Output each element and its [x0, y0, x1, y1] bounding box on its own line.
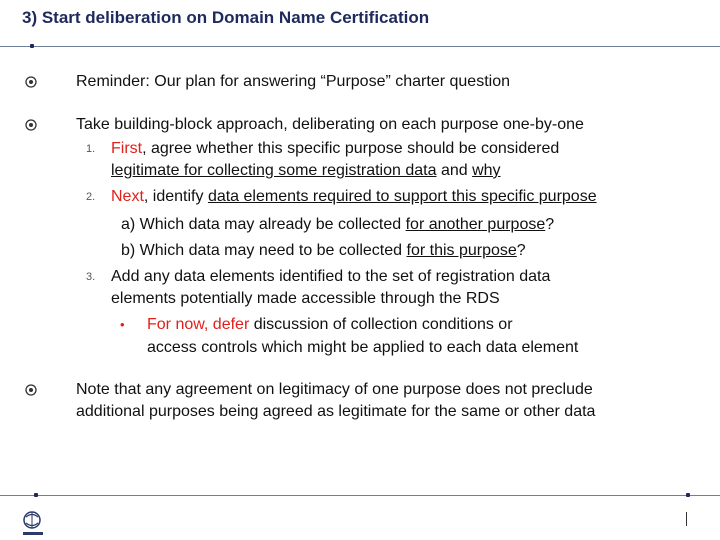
circle-dot-icon	[24, 75, 38, 89]
step-1-why: why	[472, 162, 501, 179]
step-number-1: 1.	[86, 143, 96, 155]
step-3-sub-line-2: access controls which might be applied to each data element	[147, 339, 579, 356]
sub-a-text: a) Which data may already be collected	[121, 216, 406, 233]
divider-node	[30, 44, 34, 48]
step-1-line-2	[111, 160, 501, 182]
icann-logo	[18, 508, 48, 538]
defer-lead: For now, defer	[147, 316, 250, 333]
step-3-line-1: Add any data elements identified to the set of registration data	[111, 268, 551, 285]
step-3-sub-line-1	[147, 314, 513, 336]
step-2-sub-b	[121, 240, 526, 262]
divider-node-left	[34, 493, 38, 497]
step-3-line-2: elements potentially made accessible through the RDS	[111, 290, 500, 307]
sub-b-text: b) Which data may need to be collected	[121, 242, 407, 259]
bullet-building-block: Take building-block approach, deliberating on each purpose one-by-one	[76, 116, 584, 133]
top-divider	[0, 46, 720, 47]
sub-bullet-dot: •	[120, 317, 125, 332]
sub-a-underlined: for another purpose	[405, 216, 546, 233]
defer-text: discussion of collection conditions or	[249, 316, 513, 333]
bullet-note-line-1: Note that any agreement on legitimacy of one purpose does not preclude	[76, 381, 593, 398]
step-1-text: , agree whether this specific purpose should be considered	[142, 140, 560, 157]
step-2-lead: Next	[111, 188, 144, 205]
bullet-note-line-2: additional purposes being agreed as legitimate for the same or other data	[76, 403, 596, 420]
circle-dot-icon	[24, 383, 38, 397]
bottom-divider	[0, 495, 720, 496]
step-1-line-1	[111, 138, 559, 160]
bullet-reminder: Reminder: Our plan for answering “Purpose” charter question	[76, 73, 510, 90]
step-2-line-1	[111, 186, 597, 208]
divider-node-right	[686, 493, 690, 497]
step-1-and: and	[436, 162, 473, 179]
slide-title: 3) Start deliberation on Domain Name Certification	[22, 8, 430, 27]
step-2-sub-a	[121, 214, 554, 236]
sub-b-end: ?	[516, 242, 526, 259]
sub-a-end: ?	[545, 216, 555, 233]
page-number-marker	[686, 512, 687, 526]
step-2-data-elements: data elements required to support this specific purpose	[207, 188, 597, 205]
step-number-2: 2.	[86, 191, 96, 203]
step-2-text: , identify	[143, 188, 208, 205]
sub-b-underlined: for this purpose	[406, 242, 517, 259]
step-number-3: 3.	[86, 271, 96, 283]
circle-dot-icon	[24, 118, 38, 132]
step-1-legitimate-text: legitimate for collecting some registration data	[111, 162, 437, 179]
step-1-lead: First	[111, 140, 143, 157]
